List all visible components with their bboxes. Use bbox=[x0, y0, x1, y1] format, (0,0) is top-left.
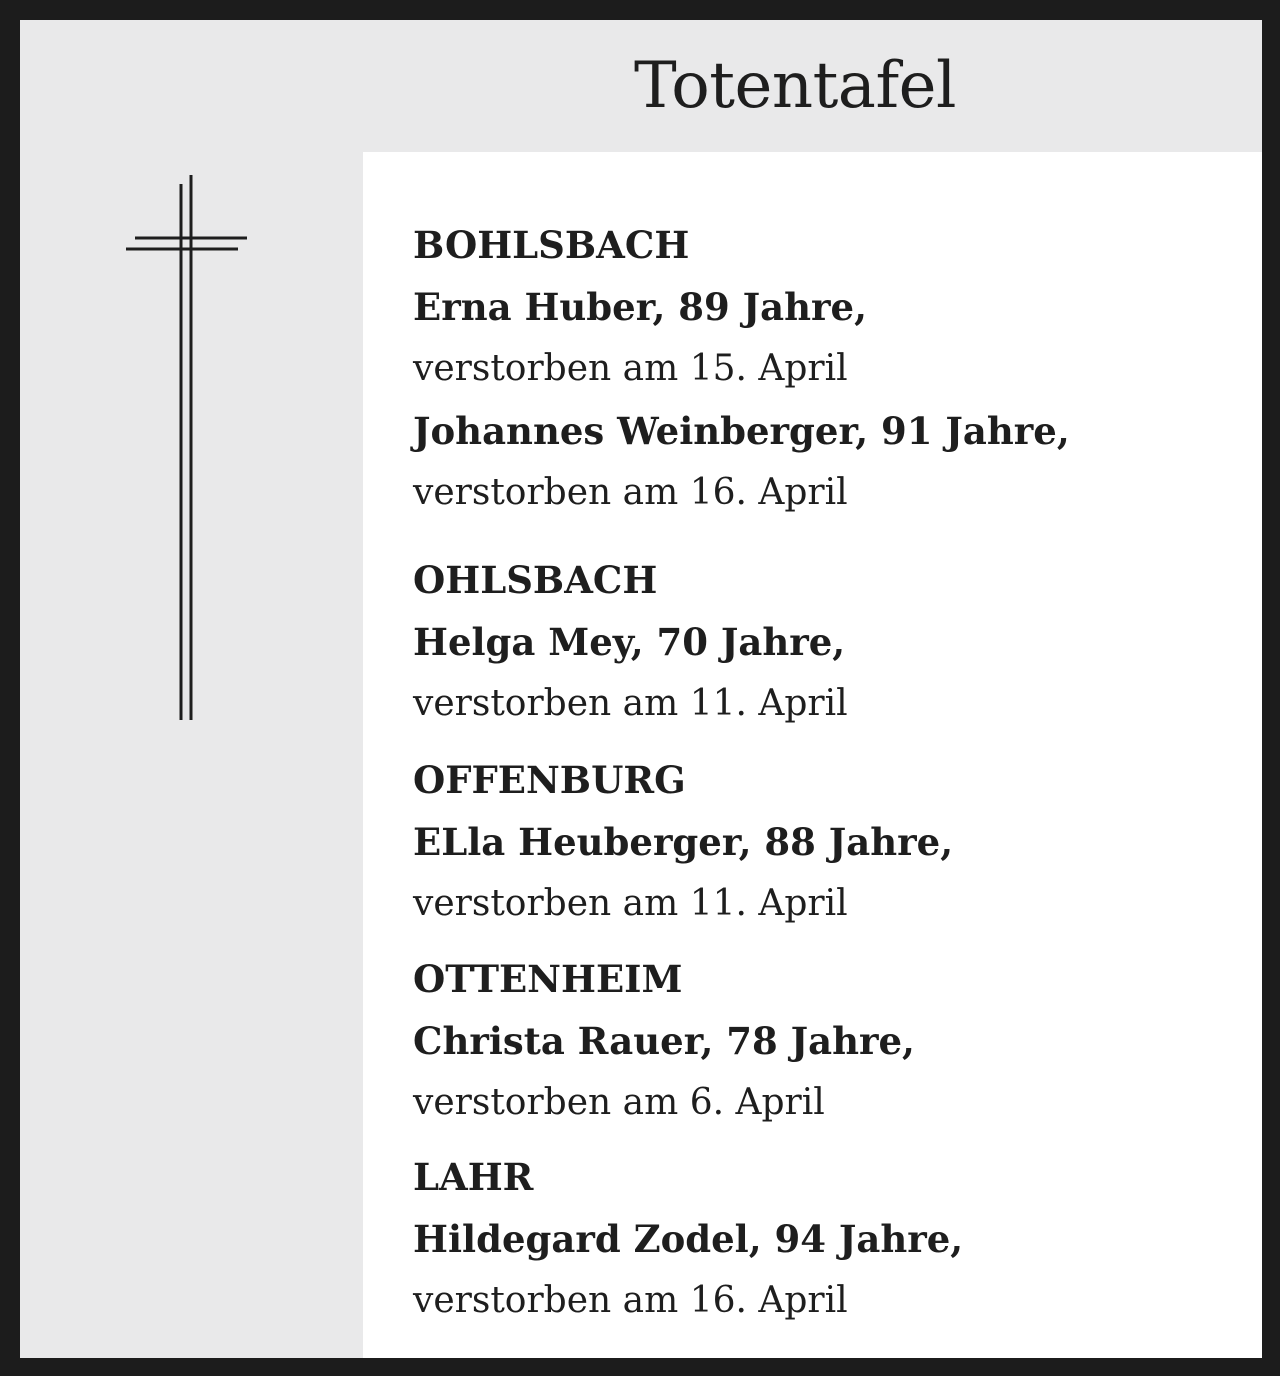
place-group bbox=[413, 1146, 1253, 1332]
place-group bbox=[413, 948, 1253, 1134]
place-heading: OHLSBACH bbox=[413, 558, 658, 602]
deceased-name: Erna Huber, 89 Jahre, bbox=[413, 285, 867, 329]
place-heading: OTTENHEIM bbox=[413, 957, 683, 1001]
death-date: verstorben am 11. April bbox=[413, 883, 848, 924]
death-date: verstorben am 16. April bbox=[413, 472, 848, 513]
cross-icon bbox=[120, 150, 260, 720]
place-heading: OFFENBURG bbox=[413, 758, 686, 802]
deceased-name: Helga Mey, 70 Jahre, bbox=[413, 620, 846, 664]
death-date: verstorben am 16. April bbox=[413, 1280, 848, 1321]
place-heading: LAHR bbox=[413, 1155, 534, 1199]
death-date: verstorben am 15. April bbox=[413, 348, 848, 389]
page-title: Totentafel bbox=[634, 49, 956, 123]
obituary-list bbox=[363, 152, 1262, 1358]
place-heading: BOHLSBACH bbox=[413, 223, 690, 267]
deceased-name: ELla Heuberger, 88 Jahre, bbox=[413, 820, 954, 864]
death-date: verstorben am 6. April bbox=[413, 1082, 825, 1123]
death-date: verstorben am 11. April bbox=[413, 683, 848, 724]
place-group bbox=[413, 214, 1253, 524]
place-group bbox=[413, 549, 1253, 735]
deceased-name: Hildegard Zodel, 94 Jahre, bbox=[413, 1217, 964, 1261]
place-group bbox=[413, 749, 1253, 935]
deceased-name: Christa Rauer, 78 Jahre, bbox=[413, 1019, 915, 1063]
deceased-name: Johannes Weinberger, 91 Jahre, bbox=[413, 409, 1070, 453]
obituary-panel bbox=[20, 20, 1262, 1358]
